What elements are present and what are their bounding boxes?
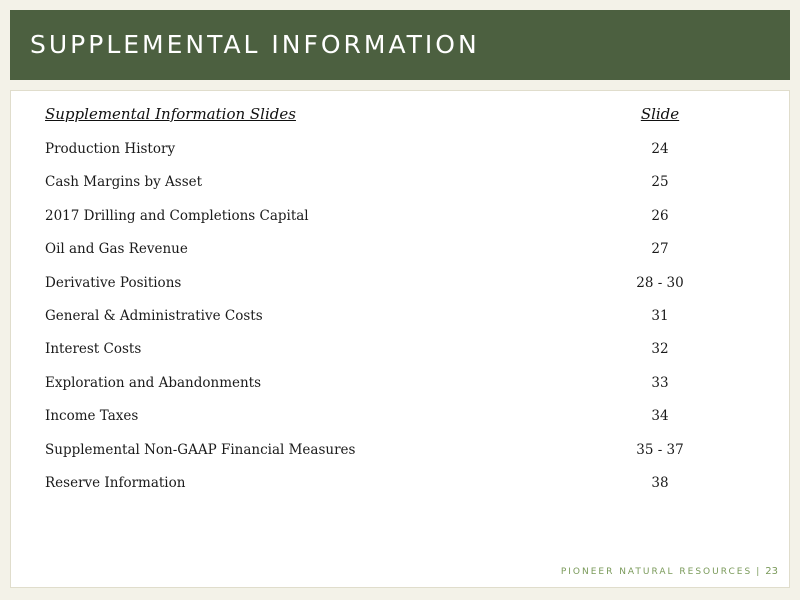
footer [561,566,778,577]
list-item [0,171,800,204]
list-item-slide-number: 26 [651,207,669,224]
page-title: SUPPLEMENTAL INFORMATION [30,30,480,59]
list-item [0,272,800,305]
list-item-slide-number: 35 - 37 [636,441,684,458]
list-item-label: Oil and Gas Revenue [45,241,188,258]
header-bar [10,10,790,80]
list-item-slide-number: 34 [651,408,669,425]
list-item-label: Derivative Positions [45,274,182,291]
list-item-label: General & Administrative Costs [45,307,263,324]
list-item [0,305,800,338]
list-item [0,138,800,171]
footer-separator: | [756,567,762,577]
list-item-label: Exploration and Abandonments [45,374,262,391]
column-header-slides: Supplemental Information Slides [45,105,296,123]
list-item-slide-number: 25 [651,174,669,191]
slides-list [0,138,800,505]
list-item-slide-number: 33 [651,374,669,391]
list-item [0,439,800,472]
company-name: PIONEER NATURAL RESOURCES [560,567,753,577]
list-item [0,338,800,371]
list-item [0,205,800,238]
list-item-slide-number: 31 [651,307,669,324]
list-item-slide-number: 32 [651,341,669,358]
list-item-label: Income Taxes [45,408,139,425]
list-item-slide-number: 27 [651,241,669,258]
list-item [0,405,800,438]
list-item-slide-number: 28 - 30 [636,274,684,291]
list-item-slide-number: 38 [651,474,669,491]
column-header-slide-number: Slide [640,105,680,123]
list-item-label: Interest Costs [45,341,142,358]
list-item-label: Reserve Information [45,474,186,491]
page-number: 23 [765,566,778,577]
list-item-label: Cash Margins by Asset [45,174,203,191]
list-item-slide-number: 24 [651,141,669,157]
list-item [0,472,800,505]
list-item [0,372,800,405]
list-item-label: Production History [45,141,176,157]
list-item-label: Supplemental Non-GAAP Financial Measures [45,441,356,458]
list-item [0,238,800,271]
list-item-label: 2017 Drilling and Completions Capital [45,207,309,224]
